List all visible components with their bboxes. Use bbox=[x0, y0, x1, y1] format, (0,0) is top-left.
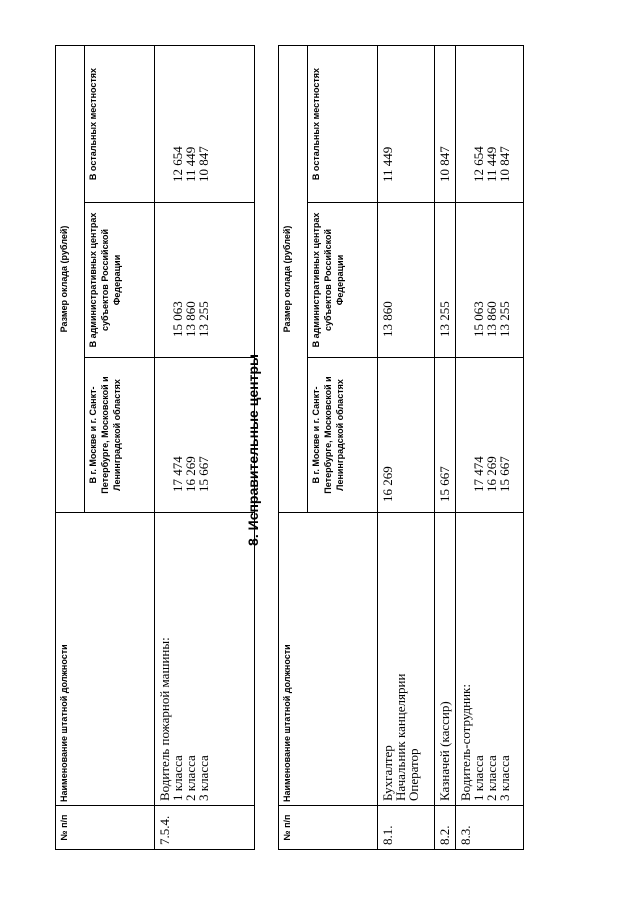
salary-value: 10 847 bbox=[437, 146, 452, 182]
salary-value: 10 847 bbox=[497, 146, 512, 182]
position-line: Водитель-сотрудник: bbox=[458, 684, 473, 801]
salary-value: 15 063 bbox=[471, 301, 486, 337]
salary-value: 13 255 bbox=[437, 301, 452, 337]
salary-value: 15 667 bbox=[196, 456, 211, 492]
salary-value: 11 449 bbox=[183, 146, 198, 182]
moscow-salary-cell bbox=[455, 357, 524, 513]
salary-value: 11 449 bbox=[380, 146, 395, 182]
moscow-salary-cell bbox=[434, 357, 456, 513]
row-position-cell bbox=[455, 512, 524, 806]
col-header-moscow: В г. Москве и г. Санкт-Петербурге, Московской и Ленинградской областях bbox=[307, 357, 378, 513]
row-number-cell bbox=[154, 805, 255, 850]
salary-value: 15 667 bbox=[497, 456, 512, 492]
admin-salary-cell bbox=[377, 202, 435, 358]
row-number: 8.3. bbox=[458, 825, 473, 845]
salary-value: 16 269 bbox=[380, 466, 395, 502]
position-line: 1 класса bbox=[170, 755, 185, 801]
col-header-position: Наименование штатной должности bbox=[278, 512, 378, 806]
salary-value: 10 847 bbox=[196, 146, 211, 182]
salary-value: 17 474 bbox=[471, 456, 486, 492]
salary-value: 13 255 bbox=[497, 301, 512, 337]
salary-value: 15 063 bbox=[170, 301, 185, 337]
other-salary-cell bbox=[434, 45, 456, 203]
position-line: 1 класса bbox=[471, 755, 486, 801]
salary-table-fire-drivers bbox=[55, 45, 255, 850]
salary-value: 17 474 bbox=[170, 456, 185, 492]
admin-salary-cell bbox=[154, 202, 255, 358]
position-line: 3 класса bbox=[497, 755, 512, 801]
col-header-number: № п/п bbox=[278, 805, 378, 850]
position-line: 3 класса bbox=[196, 755, 211, 801]
salary-value: 13 255 bbox=[196, 301, 211, 337]
other-salary-cell bbox=[154, 45, 255, 203]
col-header-admin-centers: В административных центрах субъектов Российской Федерации bbox=[84, 202, 155, 358]
col-header-moscow: В г. Москве и г. Санкт-Петербурге, Московской и Ленинградской областях bbox=[84, 357, 155, 513]
salary-value: 12 654 bbox=[471, 146, 486, 182]
row-number: 8.2. bbox=[437, 825, 452, 845]
col-header-other: В остальных местностях bbox=[84, 45, 155, 203]
moscow-salary-cell bbox=[154, 357, 255, 513]
salary-value: 13 860 bbox=[380, 301, 395, 337]
col-header-position: Наименование штатной должности bbox=[55, 512, 155, 806]
position-line: Оператор bbox=[406, 748, 421, 801]
salary-value: 13 860 bbox=[484, 301, 499, 337]
salary-value: 16 269 bbox=[183, 456, 198, 492]
row-number-cell bbox=[434, 805, 456, 850]
position-line: Начальник канцелярии bbox=[393, 673, 408, 801]
other-salary-cell bbox=[455, 45, 524, 203]
section-title: 8. Исправительные центры bbox=[245, 354, 261, 546]
col-header-other: В остальных местностях bbox=[307, 45, 378, 203]
salary-value: 15 667 bbox=[437, 466, 452, 502]
row-position-cell bbox=[434, 512, 456, 806]
salary-value: 11 449 bbox=[484, 146, 499, 182]
admin-salary-cell bbox=[455, 202, 524, 358]
position-line: Водитель пожарной машины: bbox=[157, 637, 172, 801]
row-number: 8.1. bbox=[380, 825, 395, 845]
position-line: Казначей (кассир) bbox=[437, 701, 452, 801]
position-line: 2 класса bbox=[484, 755, 499, 801]
row-number: 7.5.4. bbox=[157, 815, 172, 845]
row-position-cell bbox=[377, 512, 435, 806]
salary-value: 12 654 bbox=[170, 146, 185, 182]
salary-table-correctional-centers bbox=[278, 45, 524, 850]
col-header-salary: Размер оклада (рублей) bbox=[278, 45, 308, 513]
salary-value: 13 860 bbox=[183, 301, 198, 337]
admin-salary-cell bbox=[434, 202, 456, 358]
salary-value: 16 269 bbox=[484, 456, 499, 492]
col-header-number: № п/п bbox=[55, 805, 155, 850]
col-header-admin-centers: В административных центрах субъектов Российской Федерации bbox=[307, 202, 378, 358]
moscow-salary-cell bbox=[377, 357, 435, 513]
other-salary-cell bbox=[377, 45, 435, 203]
row-number-cell bbox=[455, 805, 524, 850]
position-line: Бухгалтер bbox=[380, 745, 395, 801]
position-line: 2 класса bbox=[183, 755, 198, 801]
row-number-cell bbox=[377, 805, 435, 850]
col-header-salary: Размер оклада (рублей) bbox=[55, 45, 85, 513]
row-position-cell bbox=[154, 512, 255, 806]
